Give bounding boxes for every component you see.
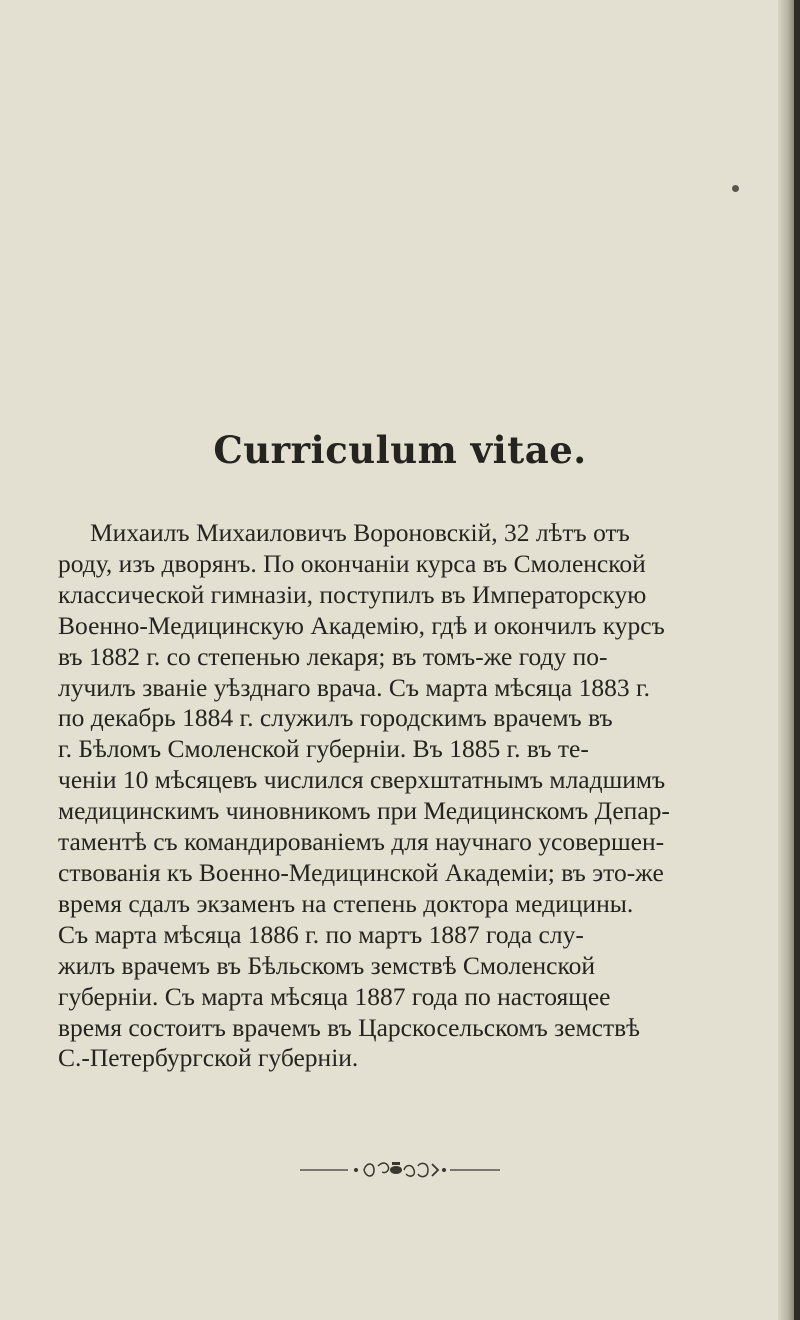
- paragraph-line: таментѣ съ командированіемъ для научнаго усовершен-: [58, 827, 665, 857]
- page-binding-shadow: [794, 0, 800, 1320]
- paragraph-line: губерніи. Съ марта мѣсяца 1887 года по настоящее: [58, 981, 611, 1011]
- paragraph-line: классической гимназіи, поступилъ въ Императорскую: [58, 579, 647, 609]
- paragraph-line: Съ марта мѣсяца 1886 г. по мартъ 1887 года слу-: [58, 919, 584, 949]
- document-title: Curriculum vitae.: [213, 428, 587, 472]
- paragraph-line: г. Бѣломъ Смоленской губерніи. Въ 1885 г. въ те-: [58, 734, 589, 764]
- paragraph-line: медицинскимъ чиновникомъ при Медицинскомъ Депар-: [58, 796, 670, 826]
- biography-paragraph: [58, 518, 738, 1074]
- paragraph-line: Военно-Медицинскую Академію, гдѣ и окончилъ курсъ: [58, 610, 665, 640]
- paragraph-line: жилъ врачемъ въ Бѣльскомъ земствѣ Смоленской: [58, 950, 595, 980]
- paragraph-line: время сдалъ экзаменъ на степень доктора медицины.: [58, 888, 634, 918]
- paragraph-line: по декабрь 1884 г. служилъ городскимъ врачемъ въ: [58, 703, 613, 733]
- paragraph-line: ченіи 10 мѣсяцевъ числился сверхштатнымъ младшимъ: [58, 765, 666, 795]
- paragraph-line: Михаилъ Михаиловичъ Вороновскій, 32 лѣтъ отъ: [90, 518, 630, 547]
- paragraph-line: С.-Петербургской губерніи.: [58, 1043, 359, 1073]
- paper-speck: [732, 185, 739, 192]
- paragraph-line: въ 1882 г. со степенью лекаря; въ томъ-же году по-: [58, 641, 608, 671]
- paragraph-line: роду, изъ дворянъ. По окончаніи курса въ Смоленской: [58, 548, 646, 578]
- paragraph-line: ствованія къ Военно-Медицинской Академіи; въ это-же: [58, 857, 664, 887]
- paragraph-line: лучилъ званіе уѣзднаго врача. Съ марта мѣсяца 1883 г.: [58, 672, 650, 702]
- paragraph-line: время состоитъ врачемъ въ Царскосельскомъ земствѣ: [58, 1012, 641, 1042]
- decorative-divider-icon: [300, 1158, 500, 1182]
